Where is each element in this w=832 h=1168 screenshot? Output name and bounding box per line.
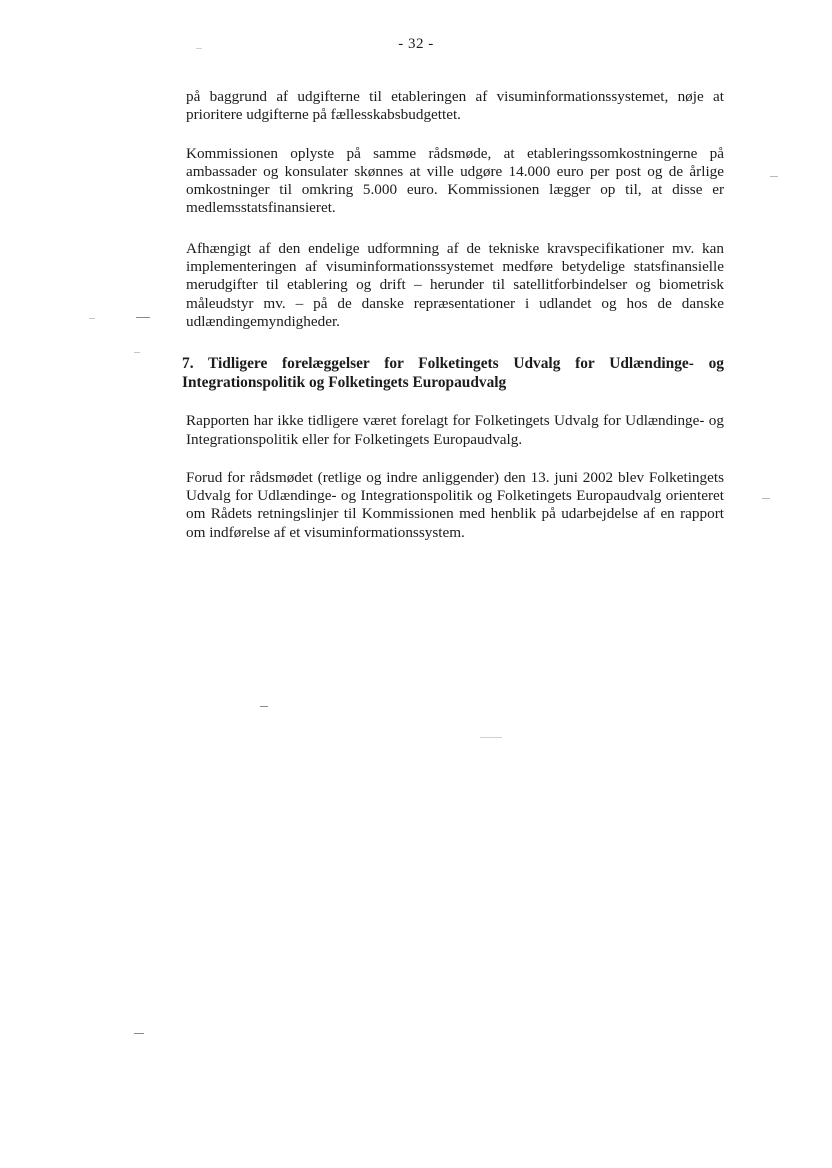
section-number: 7. xyxy=(182,355,194,373)
scan-mark xyxy=(89,318,95,319)
paragraph-council-meeting: Forud for rådsmødet (retlige og indre anliggender) den 13. juni 2002 blev Folketingets Udvalg for Udlændinge- og Integrationspolitik og Folketingets Europaudvalg orienteret om Rådets retningslinjer til Kommissionen med henblik på udarbejdelse af en rapport om indførelse af et visuminformationssystem. xyxy=(186,468,724,541)
paragraph-commission-costs: Kommissionen oplyste på samme rådsmøde, at etableringssomkostningerne på ambassader og konsulater skønnes at ville udgøre 14.000 euro per post og de årlige omkostninger til omkring 5.000 euro. Kommissionen lægger op til, at disse er medlemsstatsfinansieret. xyxy=(186,144,724,217)
section-heading xyxy=(182,354,724,392)
section-title: Tidligere forelæggelser for Folketingets Udvalg for Udlændinge- og Integrationspolitik og Folketingets Europaudvalg xyxy=(182,355,724,392)
document-body xyxy=(182,88,724,542)
scan-mark xyxy=(770,176,778,177)
scan-mark xyxy=(134,1033,144,1034)
page-number: - 32 - xyxy=(398,36,434,52)
paragraph-implementation-costs: Afhængigt af den endelige udformning af de tekniske kravspecifikationer mv. kan implementeringen af visuminformationssystemet medføre betydelige statsfinansielle merudgifter til etablering og drift – herunder til satellitforbindelser og biometrisk måleudstyr mv. – på de danske repræsentationer i udlandet og hos de danske udlændingemyndigheder. xyxy=(186,239,724,330)
scan-mark xyxy=(196,48,202,49)
scan-mark xyxy=(480,737,502,738)
paragraph-budget-priority: på baggrund af udgifterne til etableringen af visuminformationssystemet, nøje at prioritere udgifterne på fællesskabsbudgettet. xyxy=(186,88,724,124)
scan-mark xyxy=(762,498,770,499)
scan-mark xyxy=(134,352,140,353)
paragraph-not-previously-presented: Rapporten har ikke tidligere været forelagt for Folketingets Udvalg for Udlændinge- og Integrationspolitik eller for Folketingets Europaudvalg. xyxy=(186,412,724,448)
scan-mark xyxy=(260,706,268,707)
scan-mark xyxy=(136,317,150,318)
